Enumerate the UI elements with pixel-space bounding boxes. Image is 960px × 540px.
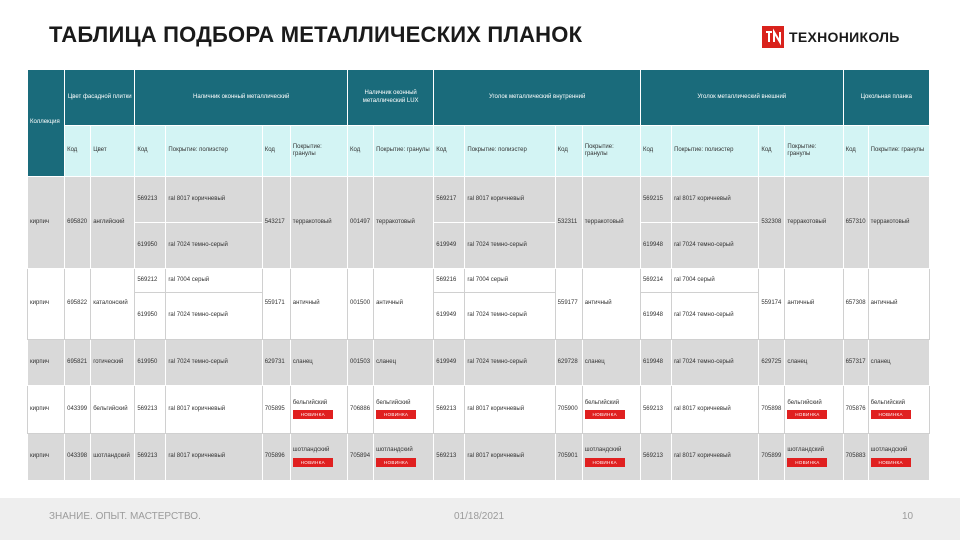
new-badge: НОВИНКА (293, 410, 333, 419)
header-outer-corner: Уголок металлический внешний (640, 70, 843, 126)
cell-window-code: 619950 (135, 339, 166, 385)
cell-window-granules (290, 433, 347, 480)
header-collection: Коллекция (28, 70, 65, 177)
new-badge: НОВИНКА (871, 410, 911, 419)
cell-inner-granules: сланец (582, 339, 640, 385)
cell-collection: кирпич (28, 269, 65, 340)
cell-inner-polyester: ral 7024 темно-серый (465, 292, 555, 339)
company-logo (762, 26, 900, 48)
cell-window-granule-code: 559171 (262, 269, 290, 340)
header-facade-color: Цвет фасадной плитки (65, 70, 135, 126)
cell-outer-polyester: ral 8017 коричневый (672, 176, 759, 222)
cell-inner-code: 569213 (434, 433, 465, 480)
cell-outer-code: 619948 (640, 223, 671, 269)
cell-window-code: 569213 (135, 386, 166, 433)
granule-name: бельгийский (376, 399, 411, 406)
logo-mark-icon (762, 26, 784, 48)
cell-lux-code: 705894 (348, 433, 374, 480)
table-row (28, 176, 930, 222)
cell-outer-granule-code: 705899 (759, 433, 785, 480)
cell-outer-granules: сланец (785, 339, 843, 385)
cell-window-granules: античный (290, 269, 347, 340)
cell-outer-code: 619948 (640, 292, 671, 339)
cell-facade-code: 695822 (65, 269, 91, 340)
cell-outer-polyester: ral 7004 серый (672, 269, 759, 292)
subheader-polyester: Покрытие: полиэстер (672, 126, 759, 176)
cell-outer-polyester: ral 7024 темно-серый (672, 292, 759, 339)
cell-inner-code: 569216 (434, 269, 465, 292)
cell-outer-polyester: ral 8017 коричневый (672, 433, 759, 480)
subheader-code: Код (843, 126, 868, 176)
slide-title: ТАБЛИЦА ПОДБОРА МЕТАЛЛИЧЕСКИХ ПЛАНОК (49, 22, 583, 47)
cell-inner-granule-code: 629728 (555, 339, 582, 385)
cell-facade-code: 695820 (65, 176, 91, 269)
cell-outer-granule-code: 705898 (759, 386, 785, 433)
subheader-granules: Покрытие: гранулы (785, 126, 843, 176)
header-window-trim-lux: Наличник оконный металлический LUX (348, 70, 434, 126)
cell-lux-granules (374, 433, 434, 480)
granule-name: бельгийский (870, 399, 906, 406)
new-badge: НОВИНКА (585, 458, 625, 467)
cell-inner-granules: античный (582, 269, 640, 340)
cell-lux-granules: терракотовый (374, 176, 434, 269)
cell-inner-polyester: ral 7024 темно-серый (465, 339, 555, 385)
cell-window-granule-code: 543217 (262, 176, 290, 269)
cell-window-granule-code: 629731 (262, 339, 290, 385)
cell-outer-code: 569213 (640, 433, 671, 480)
cell-inner-granule-code: 559177 (555, 269, 582, 340)
table-row (28, 339, 930, 385)
cell-inner-granules (582, 433, 640, 480)
cell-collection: кирпич (28, 433, 65, 480)
cell-outer-granules (785, 386, 843, 433)
new-badge: НОВИНКА (787, 458, 827, 467)
granule-name: шотландский (787, 447, 825, 454)
cell-plinth-granules: античный (868, 269, 929, 340)
footer-date: 01/18/2021 (454, 511, 505, 522)
new-badge: НОВИНКА (293, 458, 333, 467)
logo-text: ТЕХНОНИКОЛЬ (789, 29, 900, 45)
subheader-code: Код (434, 126, 465, 176)
granule-name: шотландский (376, 447, 413, 454)
trim-selection-table (27, 69, 930, 481)
cell-plinth-code: 705876 (843, 386, 868, 433)
subheader-code: Код (555, 126, 582, 176)
cell-window-polyester: ral 7024 темно-серый (166, 292, 262, 339)
subheader-granules: Покрытие: гранулы (290, 126, 347, 176)
header-row-subcolumns (28, 126, 930, 176)
cell-plinth-code: 705883 (843, 433, 868, 480)
cell-inner-code: 619949 (434, 223, 465, 269)
cell-inner-granule-code: 532311 (555, 176, 582, 269)
cell-window-polyester: ral 8017 коричневый (166, 176, 262, 222)
new-badge: НОВИНКА (376, 410, 416, 419)
cell-outer-granule-code: 559174 (759, 269, 785, 340)
subheader-code: Код (262, 126, 290, 176)
cell-lux-granules: сланец (374, 339, 434, 385)
new-badge: НОВИНКА (376, 458, 416, 467)
cell-facade-color: бельгийский (91, 386, 135, 433)
subheader-code: Код (65, 126, 91, 176)
new-badge: НОВИНКА (787, 410, 827, 419)
cell-outer-code: 569214 (640, 269, 671, 292)
cell-window-granule-code: 705896 (262, 433, 290, 480)
cell-outer-code: 569215 (640, 176, 671, 222)
cell-inner-polyester: ral 7004 серый (465, 269, 555, 292)
subheader-code: Код (759, 126, 785, 176)
cell-lux-code: 706886 (348, 386, 374, 433)
cell-window-code: 569213 (135, 433, 166, 480)
granule-name: бельгийский (292, 399, 328, 406)
cell-inner-granules (582, 386, 640, 433)
granule-name: бельгийский (787, 399, 822, 406)
cell-plinth-code: 657308 (843, 269, 868, 340)
cell-window-polyester: ral 8017 коричневый (166, 433, 262, 480)
cell-lux-code: 001497 (348, 176, 374, 269)
header-inner-corner: Уголок металлический внутренний (434, 70, 641, 126)
cell-outer-polyester: ral 8017 коричневый (672, 386, 759, 433)
cell-window-granules (290, 386, 347, 433)
cell-facade-code: 043399 (65, 386, 91, 433)
cell-lux-granules: античный (374, 269, 434, 340)
cell-outer-polyester: ral 7024 темно-серый (672, 339, 759, 385)
cell-window-polyester: ral 8017 коричневый (166, 386, 262, 433)
cell-window-granule-code: 705895 (262, 386, 290, 433)
cell-plinth-granules: терракотовый (868, 176, 929, 269)
cell-lux-granules (374, 386, 434, 433)
cell-facade-color: каталонский (91, 269, 135, 340)
cell-window-code: 619950 (135, 292, 166, 339)
cell-window-code: 569213 (135, 176, 166, 222)
granule-name: шотландский (870, 447, 908, 454)
cell-window-granules: сланец (290, 339, 347, 385)
subheader-color: Цвет (91, 126, 135, 176)
granule-name: шотландский (584, 447, 622, 454)
cell-window-code: 619950 (135, 223, 166, 269)
cell-inner-polyester: ral 7024 темно-серый (465, 223, 555, 269)
cell-outer-code: 569213 (640, 386, 671, 433)
cell-outer-granules: терракотовый (785, 176, 843, 269)
cell-plinth-code: 657310 (843, 176, 868, 269)
header-row-groups (28, 70, 930, 126)
cell-facade-color: готический (91, 339, 135, 385)
new-badge: НОВИНКА (871, 458, 911, 467)
cell-inner-polyester: ral 8017 коричневый (465, 176, 555, 222)
header-plinth: Цокольная планка (843, 70, 929, 126)
slide-footer (0, 498, 960, 540)
table-row (28, 269, 930, 292)
subheader-code: Код (135, 126, 166, 176)
cell-plinth-granules (868, 386, 929, 433)
page-number: 10 (902, 511, 914, 522)
cell-outer-granules: античный (785, 269, 843, 340)
subheader-polyester: Покрытие: полиэстер (465, 126, 555, 176)
granule-name: бельгийский (584, 399, 620, 406)
cell-facade-color: шотландский (91, 433, 135, 480)
cell-plinth-granules (868, 433, 929, 480)
cell-inner-polyester: ral 8017 коричневый (465, 433, 555, 480)
cell-outer-granule-code: 532308 (759, 176, 785, 269)
cell-window-polyester: ral 7004 серый (166, 269, 262, 292)
cell-outer-granule-code: 629725 (759, 339, 785, 385)
header-window-trim: Наличник оконный металлический (135, 70, 348, 126)
cell-inner-code: 619949 (434, 292, 465, 339)
granule-name: шотландский (292, 447, 330, 454)
subheader-granules: Покрытие: гранулы (868, 126, 929, 176)
cell-window-granules: терракотовый (290, 176, 347, 269)
table-row (28, 433, 930, 480)
cell-lux-code: 001503 (348, 339, 374, 385)
cell-plinth-code: 657317 (843, 339, 868, 385)
new-badge: НОВИНКА (585, 410, 625, 419)
cell-inner-polyester: ral 8017 коричневый (465, 386, 555, 433)
subheader-code: Код (640, 126, 671, 176)
cell-inner-code: 569213 (434, 386, 465, 433)
cell-outer-code: 619948 (640, 339, 671, 385)
footer-tagline: ЗНАНИЕ. ОПЫТ. МАСТЕРСТВО. (49, 511, 201, 522)
subheader-code: Код (348, 126, 374, 176)
table-row (28, 386, 930, 433)
cell-inner-code: 569217 (434, 176, 465, 222)
cell-outer-polyester: ral 7024 темно-серый (672, 223, 759, 269)
cell-outer-granules (785, 433, 843, 480)
cell-window-code: 569212 (135, 269, 166, 292)
cell-window-polyester: ral 7024 темно-серый (166, 223, 262, 269)
cell-collection: кирпич (28, 339, 65, 385)
cell-facade-code: 043398 (65, 433, 91, 480)
cell-facade-color: английский (91, 176, 135, 269)
cell-inner-granules: терракотовый (582, 176, 640, 269)
cell-plinth-granules: сланец (868, 339, 929, 385)
cell-inner-code: 619949 (434, 339, 465, 385)
cell-facade-code: 695821 (65, 339, 91, 385)
subheader-polyester: Покрытие: полиэстер (166, 126, 262, 176)
cell-collection: кирпич (28, 386, 65, 433)
cell-inner-granule-code: 705900 (555, 386, 582, 433)
subheader-granules: Покрытие: гранулы (374, 126, 434, 176)
cell-window-polyester: ral 7024 темно-серый (166, 339, 262, 385)
cell-lux-code: 001500 (348, 269, 374, 340)
cell-inner-granule-code: 705901 (555, 433, 582, 480)
cell-collection: кирпич (28, 176, 65, 269)
subheader-granules: Покрытие: гранулы (582, 126, 640, 176)
